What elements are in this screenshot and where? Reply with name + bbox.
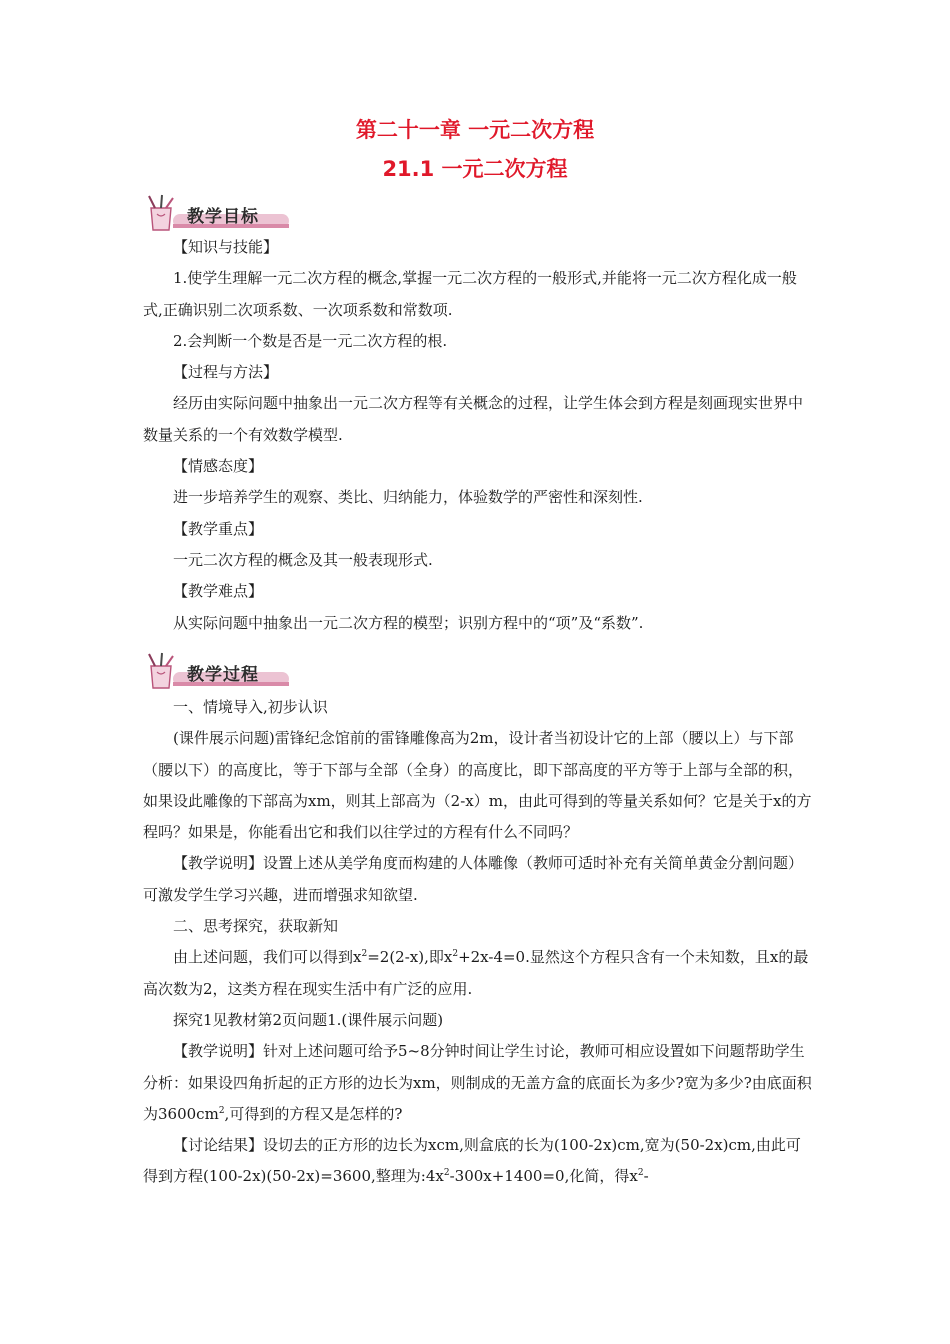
process-heading: 【过程与方法】 <box>173 363 279 382</box>
note-text: 设置上述从美学角度而构建的人体雕像（教师可适时补充有关简单黄金分割问题）可激发学生学习兴趣，进而增强求知欲望. <box>143 854 804 904</box>
superscript: 2 <box>443 1168 450 1179</box>
note-label: 【教学说明】 <box>173 854 264 873</box>
superscript: 2 <box>218 1105 225 1116</box>
part1-heading: 一、情境导入,初步认识 <box>173 698 328 716</box>
superscript: 2 <box>452 949 459 960</box>
knowledge-heading: 【知识与技能】 <box>173 238 279 256</box>
banner-label: 教学目标 <box>187 207 259 227</box>
process-text: 经历由实际问题中抽象出一元二次方程等有关概念的过程，让学生体会到方程是刻画现实世界中数量关系的一个有效数学模型. <box>143 394 804 444</box>
section-title: 21.1 一元二次方程 <box>382 157 568 181</box>
explore-1: 探究1见教材第2页问题1.(课件展示问题) <box>173 1010 444 1029</box>
difficulty-text: 从实际问题中抽象出一元二次方程的模型；识别方程中的“项”及“系数”. <box>173 613 644 632</box>
knowledge-item-2: 2.会判断一个数是否是一元二次方程的根. <box>173 331 448 350</box>
key-point-heading: 【教学重点】 <box>173 519 264 538</box>
superscript: 2 <box>637 1168 644 1179</box>
teaching-note-1 <box>143 848 813 911</box>
key-point-text: 一元二次方程的概念及其一般表现形式. <box>173 550 433 569</box>
part2-heading: 二、思考探究，获取新知 <box>173 917 339 936</box>
discussion-result <box>143 1130 813 1193</box>
chapter-title: 第二十一章 一元二次方程 <box>355 118 595 142</box>
teaching-process-section <box>143 692 813 1193</box>
note-label: 【教学说明】 <box>173 1042 264 1061</box>
part1-text: (课件展示问题)雷锋纪念馆前的雷锋雕像高为2m，设计者当初设计它的上部（腰以上）与下部（腰以下）的高度比，等于下部与全部（全身）的高度比，即下部高度的平方等于上部与全部的积，如果设此雕像的下部高为xm，则其上部高为（2-x）m，由此可得到的等量关系如何？它是关于x的方程吗？如果是，你能看出它和我们以往学过的方程有什么不同吗？ <box>143 729 812 842</box>
knowledge-item-1: 1.使学生理解一元二次方程的概念,掌握一元二次方程的一般形式,并能将一元二次方程化成一般式,正确识别二次项系数、一次项系数和常数项. <box>143 269 797 319</box>
text-run: +2x-4=0.显然这个方程只含有一个未知数，且x的最高次数为2，这类方程在现实生活中有广泛的应用. <box>143 948 809 998</box>
result-label: 【讨论结果】 <box>173 1136 264 1155</box>
teaching-goals-banner <box>143 194 289 234</box>
emotion-heading: 【情感态度】 <box>173 457 264 476</box>
teaching-process-banner <box>143 652 289 692</box>
text-run: -300x+1400=0,化简，得x <box>449 1167 638 1186</box>
teaching-goals-section <box>143 232 813 639</box>
note-text: ,可得到的方程又是怎样的? <box>224 1104 403 1123</box>
superscript: 2 <box>361 949 368 960</box>
part2-text <box>143 942 813 1005</box>
text-run: 由上述问题，我们可以得到x <box>173 948 362 967</box>
banner-label: 教学过程 <box>187 665 259 685</box>
text-run: 设切去的正方形的边长为xcm,则盒底的长为(100-2x)cm,宽为(50-2x)cm,由此可得到方程(100-2x)(50-2x)=3600,整理为:4x <box>143 1136 801 1186</box>
text-run: =2(2-x),即x <box>367 948 453 967</box>
note-text: 针对上述问题可给予5~8分钟时间让学生讨论，教师可相应设置如下问题帮助学生分析：如果设四角折起的正方形的边长为xm，则制成的无盖方盒的底面长为多少?宽为多少?由底面积为3600cm <box>143 1042 812 1123</box>
text-run: - <box>643 1167 649 1186</box>
teaching-note-2 <box>143 1036 813 1130</box>
difficulty-heading: 【教学难点】 <box>173 582 264 601</box>
emotion-text: 进一步培养学生的观察、类比、归纳能力，体验数学的严密性和深刻性. <box>173 488 643 507</box>
